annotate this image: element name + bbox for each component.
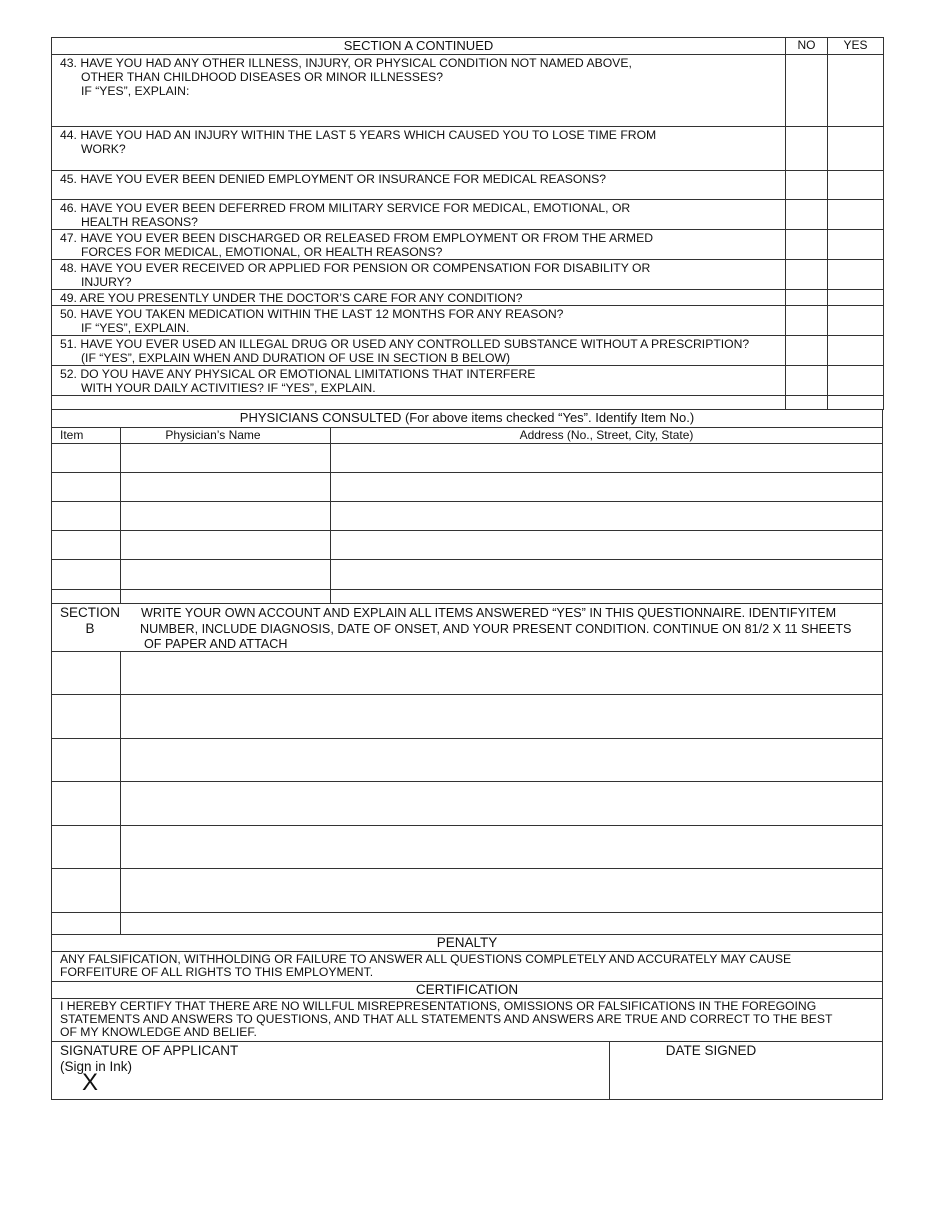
- section-a-title: SECTION A CONTINUED: [52, 38, 786, 55]
- penalty-text: ANY FALSIFICATION, WITHHOLDING OR FAILURE TO ANSWER ALL QUESTIONS COMPLETELY AND ACCURATELY MAY CAUSE FORFEITURE OF ALL RIGHTS TO THIS EMPLOYMENT.: [52, 952, 882, 982]
- physician-row-2-item[interactable]: [52, 473, 121, 502]
- question-49: 49. ARE YOU PRESENTLY UNDER THE DOCTOR’S CARE FOR ANY CONDITION?: [52, 290, 786, 306]
- explanation-row-7-item[interactable]: [52, 913, 121, 935]
- explanation-row-6-text[interactable]: [121, 869, 882, 913]
- question-43: 43. HAVE YOU HAD ANY OTHER ILLNESS, INJURY, OR PHYSICAL CONDITION NOT NAMED ABOVE, OTHER THAN CHILDHOOD DISEASES OR MINOR ILLNESSES? IF “YES”, EXPLAIN:: [52, 55, 786, 127]
- signature-x-mark: X: [82, 1069, 99, 1096]
- physician-row-4-address[interactable]: [331, 531, 882, 560]
- spacer-no-cell: [786, 396, 828, 410]
- question-46: 46. HAVE YOU EVER BEEN DEFERRED FROM MILITARY SERVICE FOR MEDICAL, EMOTIONAL, OR HEALTH REASONS?: [52, 200, 786, 230]
- section-a-spacer-row: [52, 396, 786, 410]
- explanation-row-6-item[interactable]: [52, 869, 121, 913]
- physician-row-4-item[interactable]: [52, 531, 121, 560]
- no-column-header: NO: [786, 38, 828, 55]
- physician-row-6-address[interactable]: [331, 590, 882, 604]
- physicians-consulted-title: PHYSICIANS CONSULTED (For above items checked “Yes”. Identify Item No.): [52, 410, 882, 428]
- question-47: 47. HAVE YOU EVER BEEN DISCHARGED OR RELEASED FROM EMPLOYMENT OR FROM THE ARMED FORCES FOR MEDICAL, EMOTIONAL, OR HEALTH REASONS?: [52, 230, 786, 260]
- physicians-consulted-section: [51, 410, 883, 1100]
- spacer-yes-cell: [828, 396, 884, 410]
- section-b-instructions: WRITE YOUR OWN ACCOUNT AND EXPLAIN ALL ITEMS ANSWERED “YES” IN THIS QUESTIONNAIRE. IDENTIFYITEM NUMBER, INCLUDE DIAGNOSIS, DATE OF ONSET, AND YOUR PRESENT CONDITION. CONTINUE ON 81/2 X 11 SHEETS OF PAPER AND ATTACH: [140, 606, 852, 651]
- explanation-row-1-item[interactable]: [52, 652, 121, 695]
- q44-yes-checkbox[interactable]: [828, 127, 884, 171]
- q47-no-checkbox[interactable]: [786, 230, 828, 260]
- physician-row-6-item[interactable]: [52, 590, 121, 604]
- yes-column-header: YES: [828, 38, 884, 55]
- question-45: 45. HAVE YOU EVER BEEN DENIED EMPLOYMENT OR INSURANCE FOR MEDICAL REASONS?: [52, 171, 786, 200]
- explanation-row-2-item[interactable]: [52, 695, 121, 739]
- item-column-header: Item: [52, 428, 121, 444]
- q48-yes-checkbox[interactable]: [828, 260, 884, 290]
- question-51: 51. HAVE YOU EVER USED AN ILLEGAL DRUG OR USED ANY CONTROLLED SUBSTANCE WITHOUT A PRESCRIPTION? (IF “YES”, EXPLAIN WHEN AND DURATION OF USE IN SECTION B BELOW): [52, 336, 786, 366]
- q44-no-checkbox[interactable]: [786, 127, 828, 171]
- q50-yes-checkbox[interactable]: [828, 306, 884, 336]
- signature-label: SIGNATURE OF APPLICANT: [60, 1043, 239, 1058]
- section-b-explanation-rows: [52, 652, 882, 935]
- q45-no-checkbox[interactable]: [786, 171, 828, 200]
- signature-field[interactable]: [52, 1042, 610, 1099]
- q43-yes-checkbox[interactable]: [828, 55, 884, 127]
- explanation-row-4-text[interactable]: [121, 782, 882, 826]
- explanation-row-5-text[interactable]: [121, 826, 882, 869]
- date-signed-label: DATE SIGNED: [665, 1043, 757, 1058]
- section-b-label: SECTION B: [59, 605, 120, 636]
- question-50: 50. HAVE YOU TAKEN MEDICATION WITHIN THE LAST 12 MONTHS FOR ANY REASON? IF “YES”, EXPLAIN.: [52, 306, 786, 336]
- q50-no-checkbox[interactable]: [786, 306, 828, 336]
- certification-text: I HEREBY CERTIFY THAT THERE ARE NO WILLFUL MISREPRESENTATIONS, OMISSIONS OR FALSIFICATIONS IN THE FOREGOING STATEMENTS AND ANSWERS TO QUESTIONS, AND THAT ALL STATEMENTS AND ANSWERS ARE TRUE AND CORRECT TO THE BEST OF MY KNOWLEDGE AND BELIEF.: [52, 999, 882, 1042]
- date-signed-field[interactable]: [610, 1042, 882, 1099]
- physician-row-1-address[interactable]: [331, 444, 882, 473]
- explanation-row-3-text[interactable]: [121, 739, 882, 782]
- physician-row-4-name[interactable]: [121, 531, 331, 560]
- q51-yes-checkbox[interactable]: [828, 336, 884, 366]
- q52-no-checkbox[interactable]: [786, 366, 828, 396]
- section-a-table: [51, 37, 884, 410]
- q52-yes-checkbox[interactable]: [828, 366, 884, 396]
- q46-yes-checkbox[interactable]: [828, 200, 884, 230]
- q45-yes-checkbox[interactable]: [828, 171, 884, 200]
- question-48: 48. HAVE YOU EVER RECEIVED OR APPLIED FOR PENSION OR COMPENSATION FOR DISABILITY OR INJURY?: [52, 260, 786, 290]
- physician-row-6-name[interactable]: [121, 590, 331, 604]
- explanation-row-7-text[interactable]: [121, 913, 882, 935]
- q43-no-checkbox[interactable]: [786, 55, 828, 127]
- explanation-row-1-text[interactable]: [121, 652, 882, 695]
- physician-row-2-name[interactable]: [121, 473, 331, 502]
- physician-name-column-header: Physician’s Name: [121, 428, 331, 444]
- q48-no-checkbox[interactable]: [786, 260, 828, 290]
- address-column-header: Address (No., Street, City, State): [331, 428, 882, 444]
- physician-row-5-item[interactable]: [52, 560, 121, 590]
- explanation-row-5-item[interactable]: [52, 826, 121, 869]
- physician-row-2-address[interactable]: [331, 473, 882, 502]
- physician-row-3-name[interactable]: [121, 502, 331, 531]
- physician-row-1-name[interactable]: [121, 444, 331, 473]
- physicians-table: [52, 428, 882, 604]
- physician-row-5-address[interactable]: [331, 560, 882, 590]
- q49-yes-checkbox[interactable]: [828, 290, 884, 306]
- physician-row-3-item[interactable]: [52, 502, 121, 531]
- explanation-row-3-item[interactable]: [52, 739, 121, 782]
- explanation-row-4-item[interactable]: [52, 782, 121, 826]
- question-44: 44. HAVE YOU HAD AN INJURY WITHIN THE LAST 5 YEARS WHICH CAUSED YOU TO LOSE TIME FROM WORK?: [52, 127, 786, 171]
- q51-no-checkbox[interactable]: [786, 336, 828, 366]
- certification-title: CERTIFICATION: [52, 982, 882, 999]
- health-questionnaire-form: [51, 37, 883, 1100]
- signature-row: [52, 1042, 882, 1099]
- section-b-header: [52, 604, 882, 652]
- explanation-row-2-text[interactable]: [121, 695, 882, 739]
- q46-no-checkbox[interactable]: [786, 200, 828, 230]
- signature-sublabel: (Sign in Ink): [60, 1059, 133, 1074]
- q49-no-checkbox[interactable]: [786, 290, 828, 306]
- physician-row-1-item[interactable]: [52, 444, 121, 473]
- physician-row-3-address[interactable]: [331, 502, 882, 531]
- physician-row-5-name[interactable]: [121, 560, 331, 590]
- penalty-title: PENALTY: [52, 935, 882, 952]
- q47-yes-checkbox[interactable]: [828, 230, 884, 260]
- question-52: 52. DO YOU HAVE ANY PHYSICAL OR EMOTIONAL LIMITATIONS THAT INTERFERE WITH YOUR DAILY ACTIVITIES? IF “YES”, EXPLAIN.: [52, 366, 786, 396]
